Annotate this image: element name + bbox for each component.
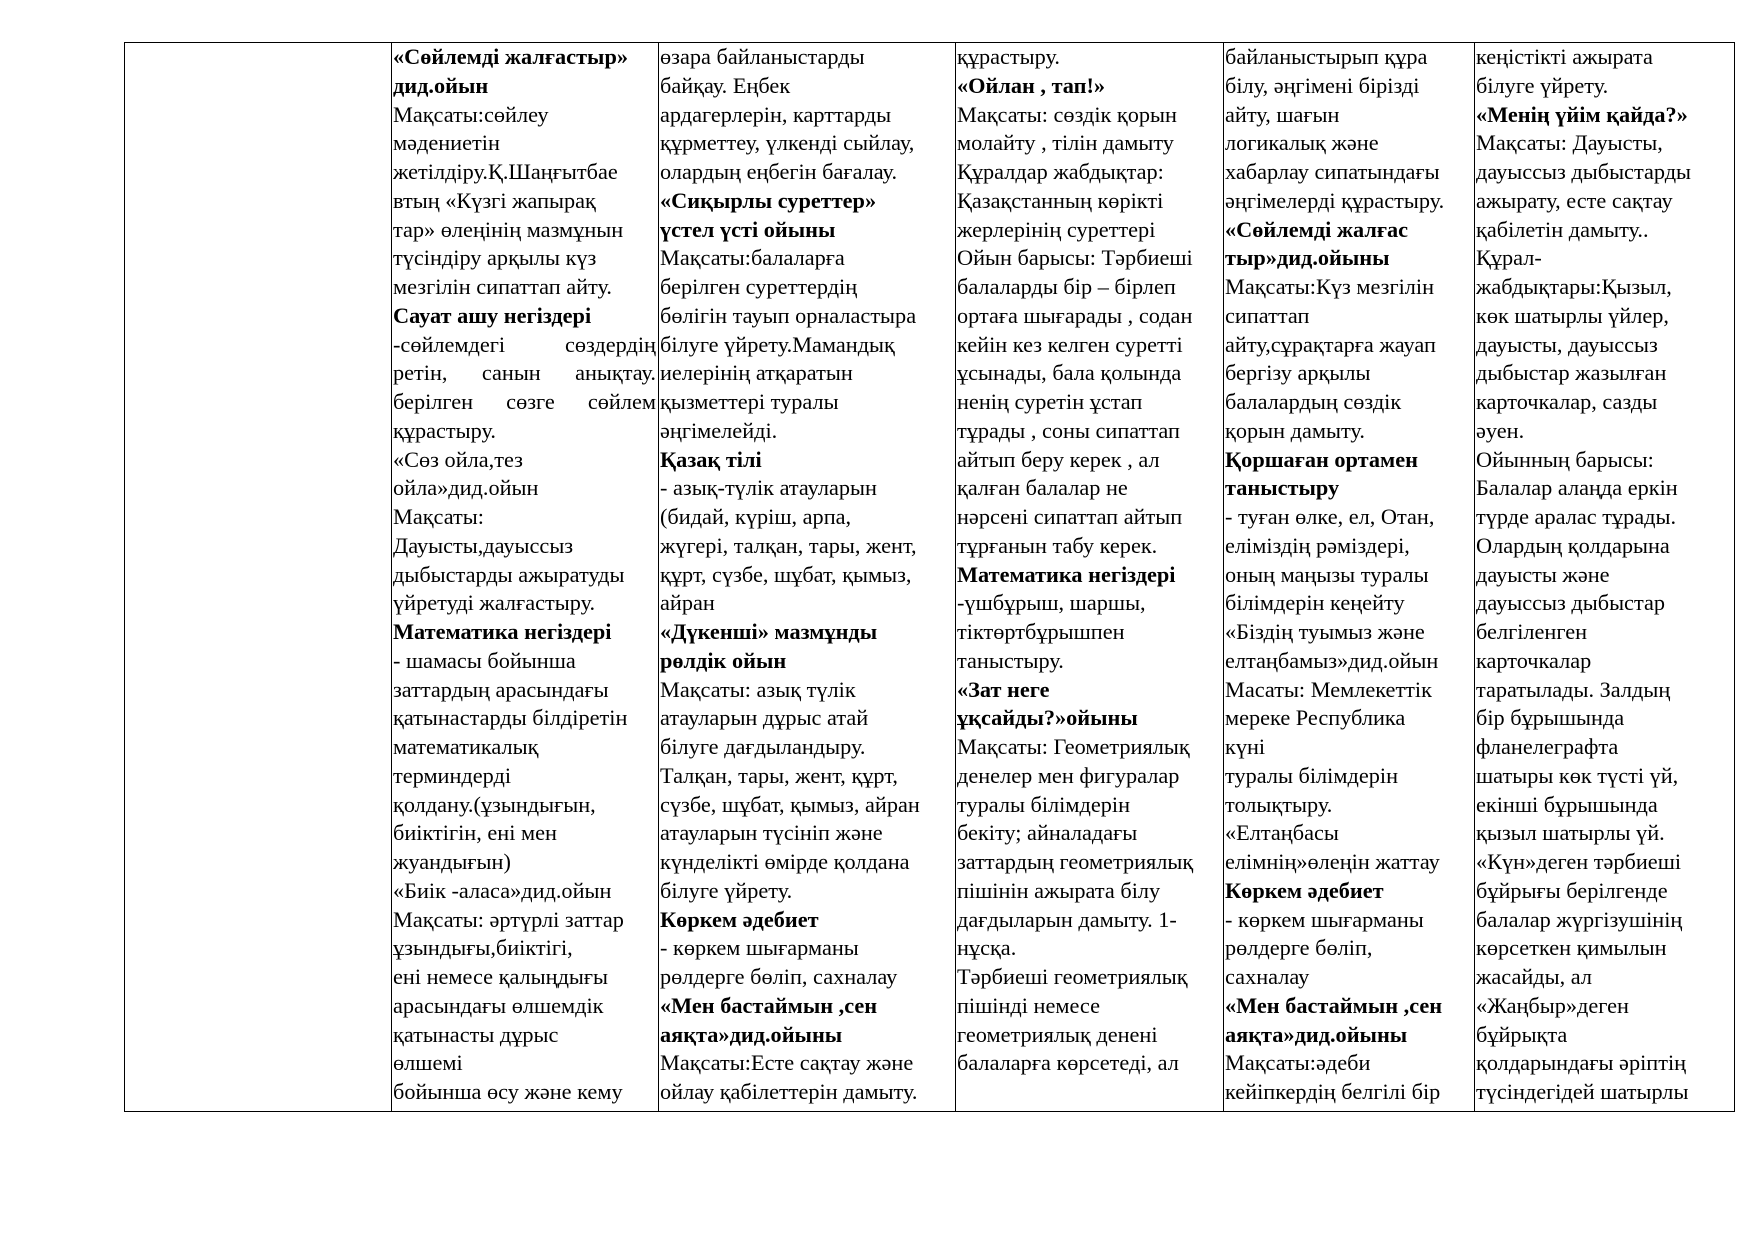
text-line: қорын дамыту. [1225, 417, 1365, 443]
text-line: Математика негіздері [393, 619, 612, 644]
text-line: сүзбе, шұбат, қымыз, айран [660, 791, 920, 817]
text-line: «Сөйлемді жалғас [1225, 216, 1409, 242]
text-line: Мақсаты:әдеби [1225, 1050, 1371, 1076]
text-line: денелер мен фигуралар [957, 762, 1180, 788]
text-line: иелерінің атқаратын [660, 360, 853, 386]
text-line: рөлдерге бөліп, [1225, 935, 1373, 961]
text-line: рөлдерге бөліп, сахналау [660, 964, 898, 989]
text-line: шатыры көк түсті үй, [1476, 762, 1679, 788]
text-line: ненің суретін ұстап [957, 389, 1143, 414]
text-line: қабілетін дамыту.. [1476, 216, 1649, 242]
text-line: құрастыру. [957, 44, 1060, 69]
text-line: белгіленген [1476, 619, 1588, 644]
text-line: атауларын түсініп және [660, 820, 883, 846]
text-line: Мақсаты:Есте сақтау және [660, 1050, 914, 1076]
text-line: Математика негіздері [957, 561, 1176, 587]
text-line: ойла»дид.ойын [393, 475, 539, 501]
text-line: «Дүкенші» мазмұнды [660, 619, 878, 644]
text-line: (бидай, күріш, арпа, [660, 504, 852, 529]
text-line: білуге дағдыландыру. [660, 734, 866, 759]
text-line: Құралдар жабдықтар: [957, 159, 1164, 184]
text-line: Мақсаты:Күз мезгілін [1225, 274, 1435, 299]
text-line: «Сөйлемді жалғастыр» [393, 44, 628, 69]
text-line: түрде аралас тұрады. [1476, 504, 1677, 529]
table-cell-col-1 [125, 43, 392, 1112]
text-line: балалардың сөздік [1225, 389, 1402, 414]
text-line: Сауат ашу негіздері [393, 302, 592, 328]
text-line: бойынша өсу және кему [393, 1079, 623, 1104]
text-line: білу, әңгімені бірізді [1225, 72, 1420, 98]
text-line: қалған балалар не [957, 475, 1128, 501]
text-line: берілген суреттердің [660, 274, 858, 299]
text-line: Мақсаты:сөйлеу [393, 101, 549, 127]
table-cell-col-3 [659, 43, 956, 1112]
text-line: дағдыларын дамыту. 1- [957, 906, 1177, 932]
text-line: түсіндегідей шатырлы [1476, 1079, 1689, 1104]
table-row [125, 43, 1735, 1112]
table-cell-col-6 [1475, 43, 1735, 1112]
text-line: жетілдіру.Қ.Шаңғытбае [393, 159, 618, 184]
text-line: байқау. Еңбек [660, 72, 791, 98]
text-line: қызметтері туралы [660, 389, 839, 414]
text-line: сипаттап [1225, 302, 1310, 328]
text-line: нәрсені сипаттап айтып [957, 504, 1183, 529]
text-line: кейін кез келген суретті [957, 331, 1183, 357]
text-line: құрастыру. [393, 417, 496, 443]
text-line: білуге үйрету.Мамандық [660, 331, 895, 357]
text-line: геометриялық денені [957, 1021, 1158, 1047]
text-line: жерлерінің суреттері [957, 216, 1156, 242]
text-line: бір бұрышында [1476, 705, 1625, 731]
text-line: балаларға көрсетеді, ал [957, 1050, 1179, 1076]
text-line: Мақсаты: [393, 504, 484, 529]
text-line: мәдениетін [393, 130, 500, 156]
text-line: Тәрбиеші геометриялық [957, 964, 1188, 989]
text-line: «Сөз ойла,тез [393, 446, 523, 472]
text-line: жүгері, талқан, тары, жент, [660, 532, 917, 558]
text-line: күні [1225, 734, 1266, 759]
text-line: «Сиқырлы суреттер» [660, 187, 877, 213]
text-line: дауысты, дауыссыз [1476, 331, 1658, 357]
table-cell-col-5 [1224, 43, 1475, 1112]
text-line: Балалар алаңда еркін [1476, 475, 1678, 501]
text-line: - көркем шығарманы [660, 935, 859, 961]
text-line: фланелеграфта [1476, 734, 1619, 759]
text-line: әуен. [1476, 417, 1525, 443]
text-line: «Жаңбыр»деген [1476, 992, 1629, 1018]
text-line: молайту , тілін дамыту [957, 130, 1174, 156]
text-line: екінші бұрышында [1476, 791, 1658, 817]
text-line: елтаңбамыз»дид.ойын [1225, 647, 1439, 673]
text-line: кейіпкердің белгілі бір [1225, 1079, 1441, 1104]
table-cell-col-4 [956, 43, 1224, 1112]
text-line: жасайды, ал [1476, 964, 1592, 989]
text-line: ұсынады, бала қолында [957, 360, 1182, 386]
text-line: құрт, сүзбе, шұбат, қымыз, [660, 561, 912, 587]
text-line: биіктігін, ені мен [393, 820, 557, 846]
text-line: тіктөртбұрышпен [957, 619, 1125, 644]
text-line: Құрал- [1476, 245, 1542, 271]
text-line: дид.ойын [393, 72, 489, 98]
text-line: «Елтаңбасы [1225, 820, 1339, 846]
text-line: олардың еңбегін бағалау. [660, 159, 898, 184]
text-line: бөлігін тауып орналастыра [660, 302, 917, 328]
text-line: «Біздің туымыз және [1225, 619, 1425, 644]
text-line: математикалық [393, 734, 539, 759]
text-line: хабарлау сипатындағы [1225, 159, 1440, 184]
text-line: туралы білімдерін [957, 791, 1131, 817]
text-line: ажырату, есте сақтау [1476, 187, 1673, 213]
text-line: Қоршаған ортамен [1225, 446, 1418, 472]
text-line: дауыссыз дыбыстарды [1476, 159, 1692, 184]
text-line: «Ойлан , тап!» [957, 72, 1106, 98]
text-line: Мақсаты: азық түлік [660, 676, 856, 702]
text-line: толықтыру. [1225, 791, 1333, 817]
text-line: қолдарындағы әріптің [1476, 1050, 1687, 1076]
text-line: Мақсаты: Геометриялық [957, 734, 1190, 759]
text-line: дыбыстарды ажыратуды [393, 561, 625, 587]
text-line: Ойын барысы: Тәрбиеші [957, 245, 1193, 271]
text-line: өлшемі [393, 1050, 463, 1076]
text-line: байланыстырып құра [1225, 44, 1428, 69]
text-line: Көркем әдебиет [1225, 877, 1384, 903]
text-line: -сөйлемдегі сөздердің [393, 331, 656, 357]
text-line: Қазақстанның көрікті [957, 187, 1164, 213]
text-line: ұзындығы,биіктігі, [393, 935, 573, 961]
text-line: заттардың арасындағы [393, 676, 609, 702]
text-line: түсіндіру арқылы күз [393, 245, 597, 271]
text-line: көк шатырлы үйлер, [1476, 302, 1669, 328]
text-line: рөлдік ойын [660, 647, 787, 673]
text-line: логикалық және [1225, 130, 1379, 156]
text-line: - азық-түлік атауларын [660, 475, 877, 501]
text-line: қызыл шатырлы үй. [1476, 820, 1665, 846]
text-line: тұрады , соны сипаттап [957, 417, 1180, 443]
text-line: жабдықтары:Қызыл, [1476, 274, 1672, 299]
text-line: бергізу арқылы [1225, 360, 1371, 386]
text-line: карточкалар, сазды [1476, 389, 1658, 414]
table-cell-col-2 [392, 43, 659, 1112]
text-line: Мақсаты: сөздік қорын [957, 101, 1177, 127]
text-line: заттардың геометриялық [957, 849, 1194, 874]
text-line: тұрғанын табу керек. [957, 532, 1158, 558]
text-line: көрсеткен қимылын [1476, 935, 1667, 961]
text-line: атауларын дұрыс атай [660, 705, 869, 731]
text-line: нұсқа. [957, 935, 1017, 961]
text-line: берілген сөзге сөйлем [393, 389, 656, 414]
text-line: өзара байланыстарды [660, 44, 865, 69]
text-line: елімнің»өлеңін жаттау [1225, 849, 1440, 874]
text-line: арасындағы өлшемдік [393, 992, 604, 1018]
lesson-plan-table [124, 42, 1735, 1112]
text-line: - шамасы бойынша [393, 647, 576, 673]
text-line: сахналау [1225, 964, 1310, 989]
text-line: балаларды бір – бірлеп [957, 274, 1176, 299]
text-line: бұйрығы берілгенде [1476, 877, 1668, 903]
text-line: дыбыстар жазылған [1476, 360, 1667, 386]
text-line: оның маңызы туралы [1225, 561, 1429, 587]
text-line: таныстыру. [957, 647, 1064, 673]
text-line: айтып беру керек , ал [957, 446, 1160, 472]
text-line: Мақсаты: әртүрлі заттар [393, 906, 624, 932]
text-line: мезгілін сипаттап айту. [393, 274, 612, 299]
text-line: «Зат неге [957, 676, 1050, 702]
text-line: втың «Күзгі жапырақ [393, 187, 596, 213]
text-line: балалар жүргізушінің [1476, 906, 1683, 932]
text-line: аяқта»дид.ойыны [1225, 1021, 1408, 1047]
text-line: Мақсаты: Дауысты, [1476, 130, 1663, 156]
text-line: тар» өлеңінің мазмұнын [393, 216, 624, 242]
text-line: терминдерді [393, 762, 512, 788]
text-line: еліміздің рәміздері, [1225, 532, 1410, 558]
text-line: айран [660, 590, 715, 616]
text-line: қатынасты дұрыс [393, 1021, 559, 1047]
text-line: - көркем шығарманы [1225, 906, 1424, 932]
text-line: жуандығын) [393, 849, 511, 874]
text-line: мереке Республика [1225, 705, 1406, 731]
text-line: пішінді немесе [957, 992, 1100, 1018]
text-line: күнделікті өмірде қолдана [660, 849, 910, 874]
text-line: таныстыру [1225, 475, 1340, 501]
text-line: - туған өлке, ел, Отан, [1225, 504, 1435, 529]
text-line: таратылады. Залдың [1476, 676, 1671, 702]
text-line: туралы білімдерін [1225, 762, 1399, 788]
text-line: бекіту; айналадағы [957, 820, 1138, 846]
text-line: үстел үсті ойыны [660, 216, 836, 242]
text-line: Ойынның барысы: [1476, 446, 1654, 472]
text-line: қолдану.(ұзындығын, [393, 791, 596, 817]
text-line: Мақсаты:балаларға [660, 245, 845, 271]
text-line: дауыссыз дыбыстар [1476, 590, 1666, 616]
text-line: Олардың қолдарына [1476, 532, 1670, 558]
text-line: білімдерін кеңейту [1225, 590, 1405, 616]
text-line: білуге үйрету. [1476, 72, 1609, 98]
text-line: ойлау қабілеттерін дамыту. [660, 1079, 918, 1104]
text-line: -үшбұрыш, шаршы, [957, 590, 1146, 616]
text-line: кеңістікті ажырата [1476, 44, 1653, 69]
text-line: әңгімелейді. [660, 417, 778, 443]
text-line: карточкалар [1476, 647, 1592, 673]
text-line: ортаға шығарады , содан [957, 302, 1193, 328]
text-line: қатынастарды білдіретін [393, 705, 628, 731]
text-line: білуге үйрету. [660, 877, 793, 903]
text-line: ені немесе қалыңдығы [393, 964, 609, 989]
text-line: ретін, санын анықтау. [393, 360, 656, 386]
text-line: бұйрықта [1476, 1021, 1568, 1047]
text-line: аяқта»дид.ойыны [660, 1021, 843, 1047]
text-line: айту,сұрақтарға жауап [1225, 331, 1436, 357]
text-line: үйретуді жалғастыру. [393, 590, 596, 616]
text-line: Көркем әдебиет [660, 906, 819, 932]
text-line: «Мен бастаймын ,сен [1225, 992, 1443, 1018]
text-line: ұқсайды?»ойыны [957, 705, 1138, 731]
text-line: дауысты және [1476, 561, 1610, 587]
text-line: «Биік -аласа»дид.ойын [393, 877, 612, 903]
text-line: Масаты: Мемлекеттік [1225, 676, 1432, 702]
text-line: ардагерлерін, карттарды [660, 101, 892, 127]
text-line: «Мен бастаймын ,сен [660, 992, 878, 1018]
text-line: Қазақ тілі [660, 446, 762, 472]
text-line: Дауысты,дауыссыз [393, 532, 574, 558]
text-line: Талқан, тары, жент, құрт, [660, 762, 898, 788]
text-line: құрметтеу, үлкенді сыйлау, [660, 130, 915, 156]
text-line: тыр»дид.ойыны [1225, 245, 1390, 271]
text-line: «Менің үйім қайда?» [1476, 101, 1688, 127]
text-line: пішінін ажырата білу [957, 877, 1161, 903]
text-line: әңгімелерді құрастыру. [1225, 187, 1445, 213]
text-line: айту, шағын [1225, 101, 1340, 127]
text-line: «Күн»деген тәрбиеші [1476, 849, 1682, 874]
